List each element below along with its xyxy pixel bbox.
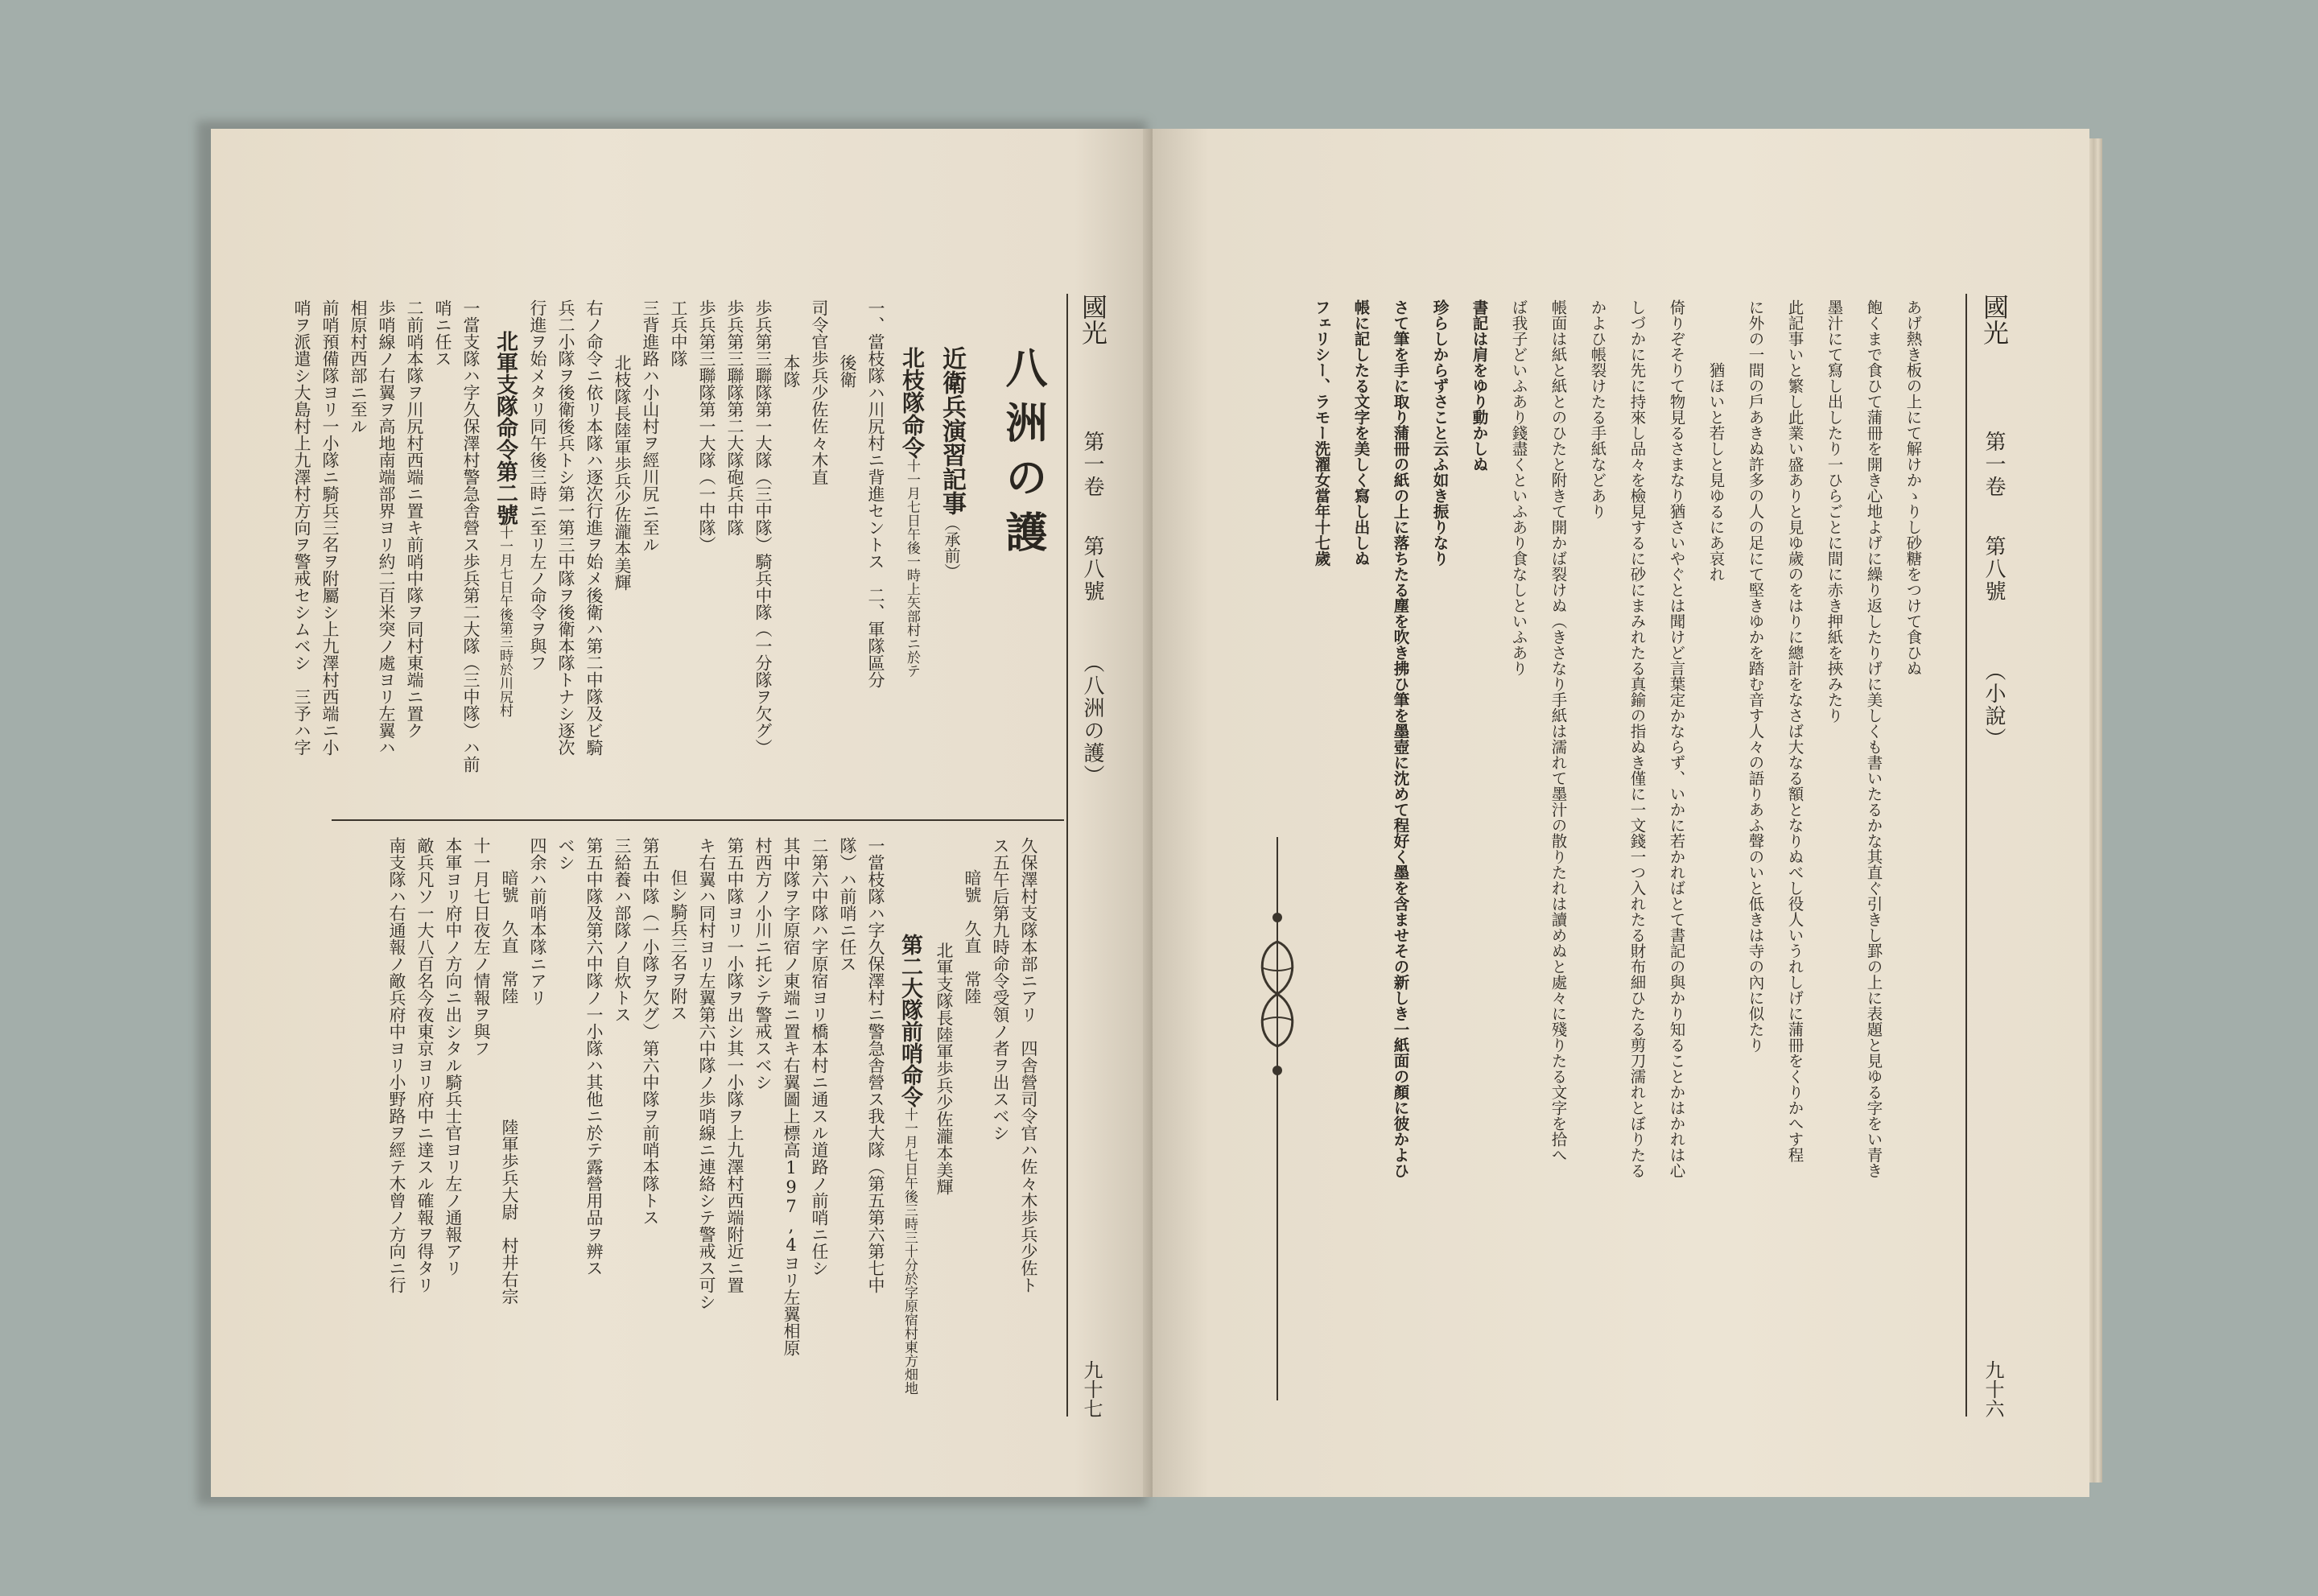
lower-col-19: 暗號 久直 常陸 [500, 869, 519, 1004]
right-magazine-name: 國光 [1979, 294, 2010, 345]
story-line: あげ熱き板の上にて解けかゝりし砂糖をつけて食ひぬ [1903, 299, 1923, 676]
story-line: 飽くまで食ひて蒲冊を開き心地よげに繰り返したりげに美しくも書いたるかな其直ぐ引きし罫の上に表題と見ゆる字をい青き [1864, 299, 1883, 1178]
upper-col-16: 哨ニ任ス [433, 299, 452, 367]
lower-col-17: ベシ [556, 837, 575, 871]
right-section-label: （小說） [1982, 660, 2006, 750]
upper-col-2: 後衛 [838, 354, 857, 388]
left-magazine-name: 國光 [1078, 294, 1108, 345]
story-line: 珍らしからずさこと云ふ如き振りなり [1430, 299, 1450, 567]
left-page [211, 129, 1149, 1497]
story-line: しづかに先に持來し品々を檢見するに砂にまみれたる真鍮の指ぬき僅に一文錢一つ入れたる財布細ひたる剪刀濡れとぼりたる [1627, 299, 1647, 1178]
lower-col-11: 第五中隊ヨリ一小隊ヲ出シ其一小隊ヲ上九澤村西端附近ニ置 [725, 837, 744, 1293]
upper-col-9: 三背進路ハ小山村ヲ經川尻ニ至ル [641, 299, 660, 553]
story-line: 墨汁にて寫し出したり一ひらごとに間に赤き押紙を挾みたり [1825, 299, 1844, 724]
lower-col-22: 敵兵凡ソ一大八百名今夜東京ヨリ府中ニ達スル確報ヲ得タリ [415, 837, 435, 1293]
upper-col-5: 歩兵第三聯隊第一大隊（三中隊）騎兵中隊（一分隊ヲ欠グ） [753, 299, 773, 756]
left-volume: 第一卷 [1080, 431, 1104, 498]
upper-col-7: 歩兵第三聯隊第一大隊（一中隊） [697, 299, 716, 553]
story-line: 帳に記したる文字を美しく寫し出しぬ [1351, 299, 1371, 567]
page-edges [2089, 138, 2102, 1483]
lower-col-9: 其中隊ヲ字原宿ノ東端ニ置キ右翼圖上標高197,4ヨリ左翼相原 [782, 837, 801, 1356]
upper-col-17: 二前哨本隊ヲ川尻村西端ニ置キ前哨中隊ヲ同村東端ニ置ク [405, 299, 424, 739]
left-issue: 第八號 [1080, 535, 1104, 603]
decorative-ornament [1249, 893, 1305, 1095]
upper-col-1: 一、當枝隊ハ川尻村ニ背進セントス 二、軍隊區分 [866, 299, 885, 688]
lower-col-12: キ右翼ハ同村ヨリ左翼第六中隊ノ歩哨線ニ連絡シテ警戒ス可シ [697, 837, 716, 1310]
left-middle-rule [332, 819, 1064, 821]
upper-col-10: 北枝隊長陸軍歩兵少佐瀧本美輝 [612, 354, 632, 591]
right-page [1153, 129, 2089, 1497]
lower-col-8: 二第六中隊ハ字原宿ヨリ橋本村ニ通スル道路ノ前哨ニ任シ [810, 837, 829, 1276]
section-title: 八洲の護 [998, 346, 1047, 565]
lower-col-20: 十一月七日夜左ノ情報ヲ與フ [472, 837, 491, 1057]
story-line: 猶ほいと若しと見ゆるにあ哀れ [1706, 362, 1726, 582]
story-line: 此記事いと繁し此業い盛ありと見ゆ歲のをはりに總計をなさば大なる額となりぬべし役人いうれしげに蒲冊をくりかへす程 [1785, 299, 1804, 1163]
lower-col-21: 本軍ヨリ府中ノ方向ニ出シタル騎兵士官ヨリ左ノ通報アリ [443, 837, 463, 1276]
upper-col-18: 歩哨線ノ右翼ヲ高地南端部界ヨリ約二百米突ノ處ヨリ左翼ハ [377, 299, 396, 756]
lower-col-6: 一當枝隊ハ字久保澤村ニ警急舎營ス我大隊（第五第六第七中 [866, 837, 885, 1293]
upper-col-11: 右ノ命令ニ依リ本隊ハ逐次行進ヲ始メ後衛ハ第二中隊及ビ騎 [584, 299, 604, 756]
story-line: 倚りぞそりて物見るさまなり猶さいやぐとは聞けど言葉定かならず、いかに若かればとて書記の與かり知ることかはかれは心 [1667, 299, 1686, 1178]
story-line: に外の一間の戶あきぬ許多の人の足にて堅きゆかを踏む音す人々の語りあふ聲のいと低きは寺の內に似たり [1746, 299, 1765, 1053]
left-header-rule [1066, 294, 1068, 1417]
right-issue: 第八號 [1982, 535, 2006, 603]
story-line: フェリシー、ラモー洗濯女當年十七歲 [1312, 299, 1331, 567]
upper-col-21: 哨ヲ派遣シ大島村上九澤村方向ヲ警戒セシムベシ 三予ハ字 [292, 299, 311, 756]
upper-col-12: 兵二小隊ヲ後衛後兵トシ第一第三中隊ヲ後衛本隊トナシ逐次 [556, 299, 575, 756]
lower-col-13: 但シ騎兵三名ヲ附ス [669, 869, 688, 1021]
order-title: 北枝隊命令十一月七日午後一時上矢部村ニ於テ [899, 346, 926, 678]
upper-col-6: 歩兵第三聯隊第二大隊砲兵中隊 [725, 299, 744, 536]
lower-order-title: 第二大隊前哨命令十一月七日午後三時三十分於字原宿村東方畑地 [897, 934, 922, 1395]
upper-col-15: 一當支隊ハ字久保澤村警急舎營ス歩兵第二大隊（三中隊）ハ前 [461, 299, 481, 773]
upper-col-8: 工兵中隊 [669, 299, 688, 367]
lower-col-16: 第五中隊及第六中隊ノ一小隊ハ其他ニ於テ露營用品ヲ辨ス [584, 837, 604, 1276]
lower-col-18: 四余ハ前哨本隊ニアリ [528, 837, 547, 1006]
lower-col-10: 村西方ノ小川ニ托シテ警戒スベシ [753, 837, 773, 1091]
story-line: ば我子どいふあり錢盡くといふあり食なしといふあり [1509, 299, 1528, 676]
lower-col-15: 三給養ハ部隊ノ自炊トス [612, 837, 632, 1023]
lower-col-1: 久保澤村支隊本部ニアリ 四舎營司令官ハ佐々木歩兵少佐ト [1019, 837, 1038, 1293]
story-line: 帳面は紙と紙とのひたと附きて開かば裂けぬ（きさなり手紙は濡れて墨汁の散りたれは讀めぬと處々に殘りたる文字を拾へ [1549, 299, 1568, 1163]
lower-col-4: 北軍支隊長陸軍歩兵少佐瀧本美輝 [934, 942, 954, 1195]
upper-col-20: 前哨預備隊ヨリ一小隊ニ騎兵三名ヲ附屬シ上九澤村西端ニ小 [320, 299, 340, 756]
story-line: 書記は肩をゆり動かしぬ [1470, 299, 1489, 472]
right-header-rule [1965, 294, 1967, 1417]
story-line: かよひ帳裂けたる手紙などあり [1588, 299, 1607, 519]
upper-order-2-title: 北軍支隊命令第二號十一月七日午後第三時於川尻村 [493, 330, 518, 717]
lower-col-14: 第五中隊（一小隊ヲ欠グ）第六中隊ヲ前哨本隊トス [641, 837, 660, 1226]
upper-col-4: 本隊 [782, 354, 801, 388]
upper-col-19: 相原村西部ニ至ル [349, 299, 368, 435]
lower-signature: 陸軍歩兵大尉 村井右宗 [500, 1119, 519, 1305]
right-page-number: 九十六 [1982, 1360, 2004, 1418]
upper-col-13: 行進ヲ始メタリ同午後三時ニ至リ左ノ命令ヲ與フ [528, 299, 547, 671]
left-page-number: 九十七 [1080, 1360, 1103, 1418]
lower-col-7: 隊）ハ前哨ニ任ス [838, 837, 857, 972]
lower-col-3: 暗號 久直 常陸 [963, 869, 982, 1004]
right-volume: 第一卷 [1982, 431, 2006, 498]
story-line: さて筆を手に取り蒲冊の紙の上に落ちたる塵を吹き拂ひ筆を墨壺に沈めて程好く墨を含ませその新しき一紙面の顏に彼かよひ [1391, 299, 1410, 1178]
lower-col-2: ス五午后第九時命令受領ノ者ヲ出スベシ [991, 837, 1010, 1141]
left-section-label: （八洲の護） [1080, 652, 1104, 787]
lower-col-23: 南支隊ハ右通報ノ敵兵府中ヨリ小野路ヲ經テ木曾ノ方向ニ行 [387, 837, 406, 1293]
article-title: 近衛兵演習記事（承前） [938, 346, 966, 579]
upper-col-3: 司令官歩兵少佐佐々木直 [810, 299, 829, 485]
